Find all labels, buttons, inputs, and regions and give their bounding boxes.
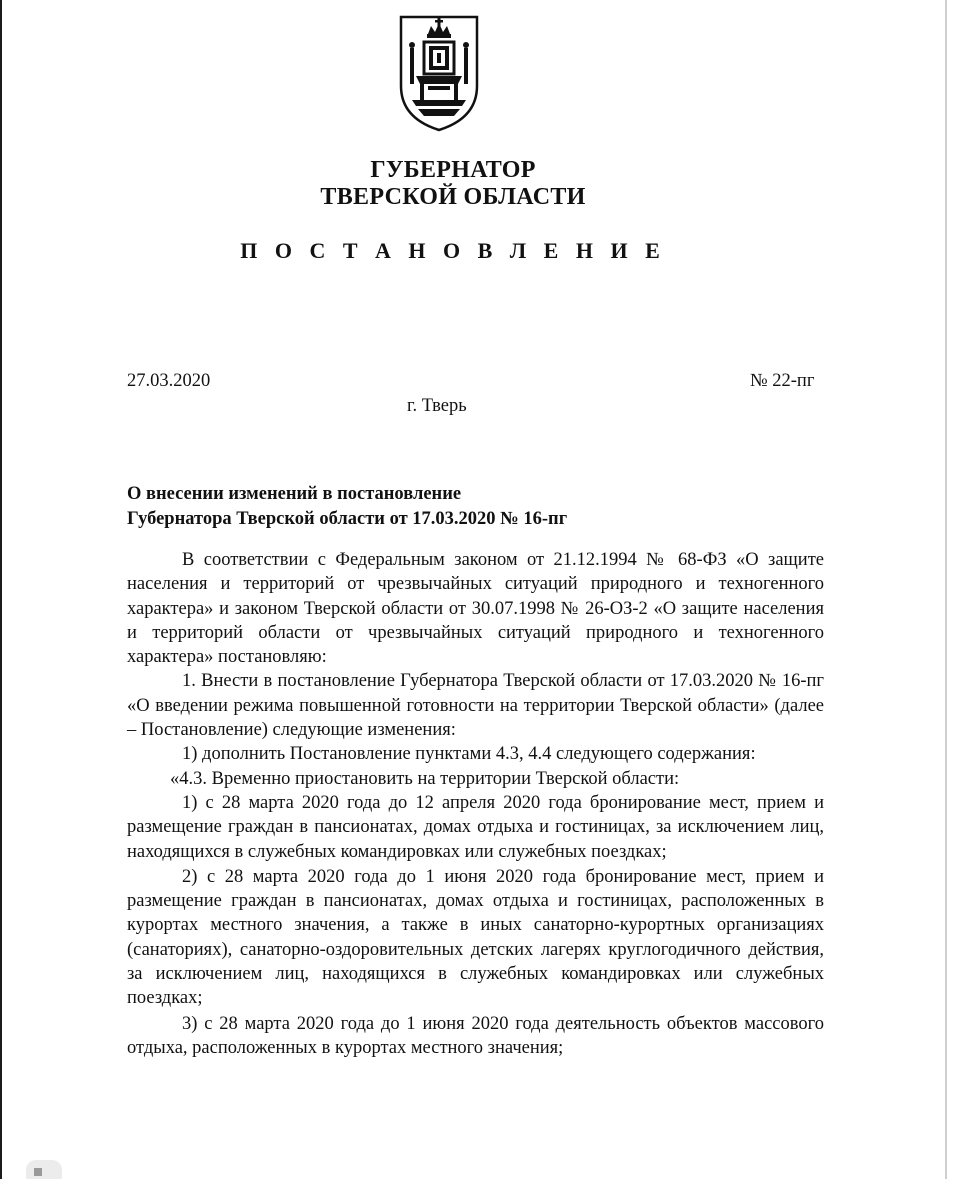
subject-line-1: О внесении изменений в постановление: [127, 484, 462, 504]
document-number: № 22-пг: [750, 371, 815, 391]
paragraph-clause-4-3: «4.3. Временно приостановить на территории Тверской области:: [170, 768, 680, 789]
paragraph-clause-4-3-1: 1) с 28 марта 2020 года до 12 апреля 2020 года бронирование мест, прием и размещение граждан в пансионатах, домах отдыха и гостиницах, за исключением лиц, находящихся в служебных командировках или служебных поездках;: [127, 792, 824, 862]
org-name-line2: ТВЕРСКОЙ ОБЛАСТИ: [320, 184, 586, 210]
document-place: г. Тверь: [407, 396, 467, 416]
paragraph-preamble: В соответствии с Федеральным законом от 21.12.1994 № 68-ФЗ «О защите населения и территорий от чрезвычайных ситуаций природного и техногенного характера» и законом Тверской области от 30.07.1998 № 26-ОЗ-2 «О защите населения и территорий области от чрезвычайных ситуаций природного и техногенного характера» постановляю:: [127, 550, 824, 668]
paragraph-subitem-1: 1) дополнить Постановление пунктами 4.3, 4.4 следующего содержания:: [182, 744, 756, 765]
org-name-line1: ГУБЕРНАТОР: [370, 157, 536, 183]
subject-line-2: Губернатора Тверской области от 17.03.2020 № 16-пг: [127, 509, 568, 529]
paragraph-clause-4-3-3: 3) с 28 марта 2020 года до 1 июня 2020 года деятельность объектов массового отдыха, расположенных в курортах местного значения;: [127, 1013, 824, 1058]
document-type-title: П О С Т А Н О В Л Е Н И Е: [240, 238, 666, 263]
document-body: [127, 548, 824, 1060]
paragraph-clause-4-3-2: 2) с 28 марта 2020 года до 1 июня 2020 года бронирование мест, прием и размещение граждан в пансионатах, домах отдыха и гостиницах, расположенных в курортах местного значения, а также в иных санаторно-курортных организациях (санаториях), санаторно-оздоровительных детских лагерях круглогодичного действия, за исключением лиц, находящихся в служебных командировках или служебных поездках;: [127, 866, 824, 1009]
tver-coat-of-arms-icon: [398, 14, 480, 132]
page-right-border: [945, 0, 947, 1179]
document-date: 27.03.2020: [127, 371, 211, 391]
paragraph-item-1: 1. Внести в постановление Губернатора Тверской области от 17.03.2020 № 16-пг «О введении режима повышенной готовности на территории Тверской области» (далее – Постановление) следующие изменения:: [127, 671, 824, 741]
scroll-corner-icon: [26, 1160, 62, 1179]
document-subject: [127, 482, 567, 532]
